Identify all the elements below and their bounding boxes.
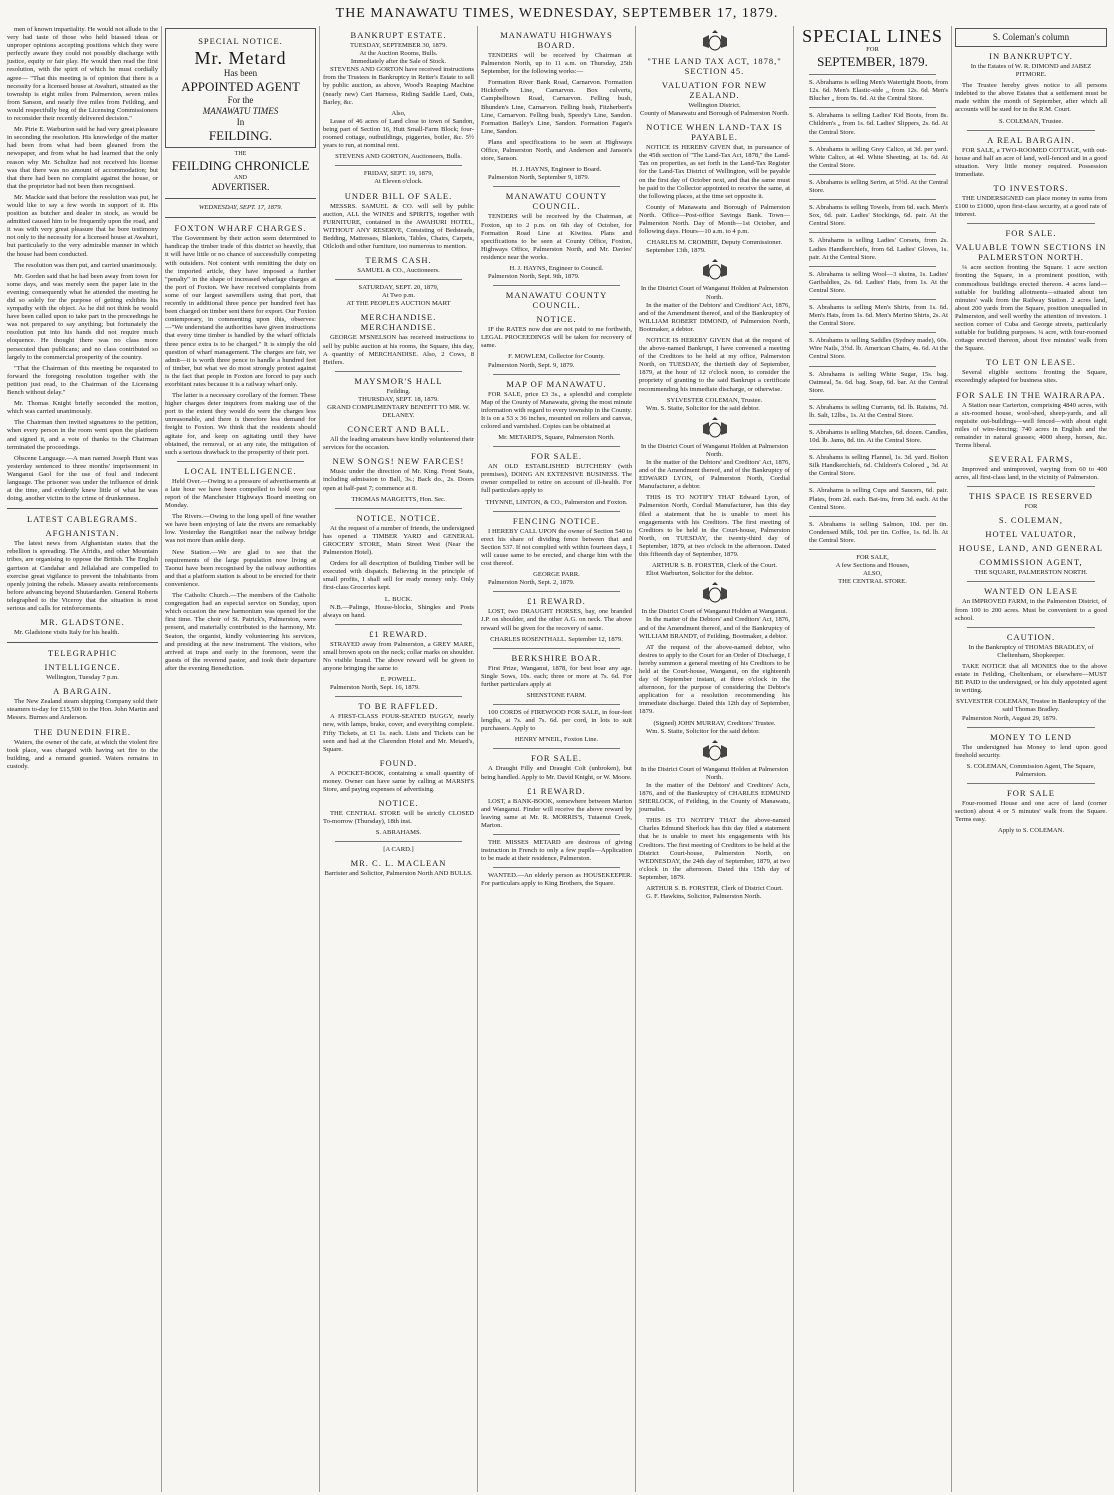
ad-text: FOR SALE, price £3 3s., a splendid and complete Map of the County of Manawatu, giving the most minute information with regard to every township in the County. It is on a 53 x 36 inches, mounted on rollers and canvas, colored and varnished. Copies can be obtained at	[481, 390, 632, 430]
ad-text: In the Estates of W. R. DIMOND and JABEZ PITMORE.	[970, 63, 1092, 79]
ad-signature: CHARLES ROSENTHALL. September 12, 1879.	[490, 635, 623, 643]
town-name: FEILDING.	[208, 128, 273, 143]
ad-text: Four-roomed House and one acre of land (corner section) about 4 or 5 minutes' walk from the Square. Terms easy.	[955, 799, 1107, 824]
store-ad-item: S. Abrahams is selling Cups and Saucers, 6d. pair. Plates, from 2d. each. Bat-ins, from 3d. each. At the Central Store.	[809, 487, 948, 511]
ad-text: LOST, a BANK-BOOK, somewhere between Marton and Wanganui. Finder will receive the above reward by leaving same at Mr. R. MORRIS'S, Tutaenui Creek, Marton.	[481, 797, 632, 829]
ad-text: A FIRST-CLASS FOUR-SEATED BUGGY, nearly new, with lamps, brake, cover, and everything complete. Fifty Tickets, at £1 1s. each. Lists and Tickets can be seen and had at the Clarendon Hotel and Mr. Metard's, Square.	[323, 713, 474, 753]
ad-text: I HEREBY CALL UPON the owner of Section 540 to erect his share of dividing fence between that and Section 537. If not complied with within fourteen days, I will cause same to be erected, and charge him with the cost thereof.	[481, 527, 632, 568]
subheading: THE DUNEDIN FIRE.	[33, 726, 132, 737]
divider	[809, 332, 936, 333]
divider	[809, 107, 936, 108]
ad-signature: H. J. HAYNS, Engineer to Board.	[511, 166, 602, 174]
ad-text: WANTED.—An elderly person as HOUSEKEEPER. For particulars apply to King Brothers, the Square.	[481, 872, 632, 888]
divider	[809, 549, 936, 550]
divider	[493, 867, 620, 868]
ad-text: MESSRS. SAMUEL & CO. will sell by public auction, ALL the WINES and SPIRITS, together with FURNITURE, contained in the AWAHURI HOTEL, WITHOUT ANY RESERVE, Consisting of Bedsteads, Bedding, Mattresses, Blankets, Tables, Chairs, Carpets, Oilcloth and other furniture, too numerous to mention.	[323, 202, 474, 250]
divider	[165, 217, 316, 218]
store-ad-item: S. Abrahams is selling Currants, 6d. lb. Raisins, 7d. lb. Salt, 12lbs., 1s. At the Central Store.	[809, 403, 948, 419]
store-ad-item: S. Abrahams is selling Salmon, 10d. per tin. Condensed Milk, 10d. per tin. Coffee, 1s. 6d. lb. At the Central Store.	[809, 520, 948, 544]
store-ad-item: S. Abrahams is selling Matches, 6d. dozen. Candles, 10d. lb. Jams, 8d. tin. At the Central Store.	[809, 429, 948, 445]
ad-text: GEORGE M'SNELSON has received instructions to sell by public auction at his rooms, the Square, this day, A quantity of MERCHANDISE. Also, 2 Cows, 8 Heifers.	[323, 334, 474, 366]
ad-line: ALSO,	[863, 570, 882, 578]
ad-line: GRAND COMPLIMENTARY BENEFIT TO MR. W. DELANEY.	[327, 404, 470, 420]
dateline: Wellington, Tuesday 7 p.m.	[46, 674, 119, 682]
ad-signature: Mr. METARD'S, Square, Palmerston North.	[498, 434, 615, 442]
royal-crest-icon	[698, 30, 732, 52]
column-2	[162, 26, 320, 1492]
notice-line: Has been	[223, 68, 258, 78]
divider	[493, 748, 620, 749]
divider	[809, 424, 936, 425]
divider	[7, 642, 158, 643]
divider	[809, 266, 936, 267]
ad-line: In the District Court of Wanganui Holden at Wanganui.	[641, 608, 788, 616]
ad-heading: £1 REWARD.	[527, 596, 586, 607]
ad-line: Wellington District.	[688, 102, 741, 109]
divider	[809, 174, 936, 175]
ad-signature: F. MOWLEM, Collector for County.	[508, 353, 605, 361]
ad-line: At Eleven o'clock.	[374, 178, 423, 186]
ad-text: In the matter of the Debtors' and Creditors' Act, 1876, and of the Amendment thereof, and of the Bankruptcy of WILLIAM BRANDT, of Feilding, Bootmaker, a debtor.	[639, 616, 790, 640]
ad-heading: TO LET ON LEASE.	[986, 357, 1076, 368]
ad-text: TENDERS will be received by Chairman at Palmerston North, up to 11 a.m. on Thursday, 25th September, for the following works:—	[481, 52, 632, 76]
ad-line: THE CENTRAL STORE.	[838, 578, 907, 586]
ad-signature: L. BUCK.	[384, 595, 413, 603]
divider	[809, 74, 936, 75]
divider	[335, 371, 462, 372]
column-5	[636, 26, 794, 1492]
ad-text: THE MISSES METARD are desirous of giving instruction in French to only a few pupils—Application to be made at their residence, Palmerston.	[481, 839, 632, 863]
ad-text: Music under the direction of Mr. King. Front Seats, including admission to Ball, 3s.; Back do., 2s. Doors open at half-past 7; commence at 8.	[323, 468, 474, 492]
ad-text: G. F. Hawkins, Solicitor, Palmerston North.	[646, 893, 762, 901]
ad-text: 100 CORDS of FIREWOOD FOR SALE, in four-feet lengths, at 7s. and 7s. 6d. per cord, in lots to suit purchasers. Apply to	[481, 709, 632, 733]
ad-text: In the matter of the Debtors' and Creditors' Act, 1876, and of the Amendment thereof, and of the Bankruptcy of WILLIAM ROBERT DIMOND, of Palmerston North, Bootmaker, a debtor.	[639, 301, 790, 333]
ad-line: At the Auction Rooms, Bulls.	[359, 50, 438, 58]
ad-text: THIS IS TO NOTIFY THAT Edward Lyon, of Palmerston North, Cordial Manufacturer, has this day filed a statement that he is unable to meet his engagements with his Creditors. The first meeting of Creditors to be held in the Court-house, Palmerston North, on TUESDAY, the twenty-third day of September, 1879, at two o'clock in the afternoon. Dated this fifteenth day of September, 1879.	[639, 494, 790, 559]
ad-line: In the District Court of Wanganui Holden at Palmerston North.	[640, 442, 789, 458]
ad-text: A Draught Filly and Draught Colt (unbroken), but being handled. Apply to Mr. David Knight, or W. Moore.	[481, 765, 632, 781]
column-1	[4, 26, 162, 1492]
special-notice-box	[165, 28, 316, 148]
ad-text: All the leading amateurs have kindly volunteered their services for the occasion.	[323, 436, 474, 452]
store-ad-item: S. Abrahams is selling Saddles (Sydney made), 60s. Wire Nails, 3½d. lb. American Chairs, 4s. 6d. At the Central Store.	[809, 337, 948, 361]
ad-text: Wm. S. Staite, Solicitor for the said debtor.	[646, 727, 760, 735]
ad-text: In the matter of the Debtors' and Creditors' Act, 1876, and of the Amendment thereof, and of the Bankruptcy of EDWARD LYON, of Palmerston North, Cordial Manufacturer, a debtor.	[639, 459, 790, 491]
ad-heading: MONEY TO LEND	[990, 731, 1072, 742]
ad-heading: NOTICE WHEN LAND-TAX IS PAYABLE.	[646, 122, 783, 143]
ad-line: SATURDAY, SEPT. 20, 1879,	[358, 284, 439, 292]
ad-line: TUESDAY, SEPTEMBER 30, 1879.	[349, 42, 448, 49]
store-ad-item: S. Abrahams is selling Ladies' Kid Boots, from 8s. Children's „ from 1s. 6d. Ladies' Slippers, 2s. 6d. At the Central Store.	[809, 112, 948, 136]
ad-text: Eliot Warburton, Solicitor for the debtor.	[646, 570, 754, 578]
ad-text: AN OLD ESTABLISHED BUTCHERY (with premises), DOING AN EXTENSIVE BUSINESS. The owner compelled to retire on account of ill-health. For full particulars apply to	[481, 463, 632, 495]
agent-name: Mr. Metard	[194, 48, 287, 68]
divider	[493, 834, 620, 835]
notice-line: For the	[227, 95, 254, 105]
ad-text: STEVENS AND GORTON have received instructions from the Trustees in Bankruptcy in Retter's Estate to sell by public auction, as above, Wood's Reaping Machine (nearly new) Cart Harness, Riding Saddle Lard, Oats, Barley, &c.	[323, 66, 474, 106]
ad-heading: BERKSHIRE BOAR.	[511, 652, 602, 663]
ad-heading: MAYSMOR'S HALL	[354, 375, 443, 386]
divider	[967, 486, 1095, 487]
ad-line: At Two p.m.	[381, 292, 416, 300]
article-text: The latter is a necessary corollary of the former. These higher charges deter inquirers from making use of the port to the extent they would do were the charges less unreasonable, and there is therefore less demand for freight to Foxton. We think that the residents should agitate for, and keep on agitating until they have obtained, the removal, or at any rate, the mitigation of such a serious drawback to the prosperity of their port.	[165, 392, 316, 456]
section-heading: LOCAL INTELLIGENCE.	[184, 465, 297, 476]
store-ad-item: S. Abrahams is selling Wool—3 skeins, 1s. Ladies' Garibaldies, 2s. 6d. Ladies' Hats, from 1s. At the Central Store.	[809, 270, 948, 294]
article-text: The New Zealand steam shipping Company sold their steamers to-day for £15,500 to the Hon. John Martin and Messrs. Burnes and Anderson.	[7, 698, 158, 722]
ad-signature: SYLVESTER COLEMAN, Trustee.	[666, 396, 763, 404]
royal-crest-icon	[698, 740, 732, 762]
divider	[967, 223, 1095, 224]
ad-text: Palmerston North, Sept. 9, 1879.	[488, 361, 575, 369]
article-text: Mr. Mackie said that before the resolution was put, he would like to say a few words in support of it. His position as butcher and dealer in stock, as would be admitted caused him to be frequently upon the road, and it was with very great pleasure that he bore testimony not only to the necessity for a licensed house at Awahuri, but particularly to the very admirable manner in which the house had been conducted.	[7, 193, 158, 258]
divider	[335, 624, 462, 625]
divider	[967, 581, 1095, 582]
ad-heading: FOR SALE	[1007, 787, 1055, 798]
special-lines-title: SPECIAL LINES	[802, 26, 943, 46]
subheading: INTELLIGENCE.	[44, 662, 121, 673]
ad-heading: HOUSE, LAND, AND GENERAL	[958, 543, 1104, 554]
article-text: men of known impartiality. He would not allude to the very bad taste of those who held biassed ideas or unproper opinions accepting positions which they were perfectly aware they could not possibly discharge with justice, equity or fair play. He would then read the first resolution, with the spirit of which he must cordially agree— "That this meeting is of opinion that there is a necessity for a licensed house at Awahuri, situated as the township is eight miles from Palmerston, seven miles from Sanson, and nearly five miles from Feilding, and would respectfully beg of the Licensing Commissioners to reconsider their recently delivered decision."	[7, 26, 158, 123]
ad-text: THE UNDERSIGNED can place money in sums from £100 to £1000, upon first-class security, at a good rate of interest.	[955, 195, 1107, 219]
ad-line: FOR	[866, 46, 879, 53]
ad-heading: "THE LAND TAX ACT, 1878," SECTION 45.	[647, 56, 782, 76]
ad-signature: S. COLEMAN, Commission Agent, The Square, Palmerston.	[966, 762, 1096, 778]
ad-heading: NOTICE.	[378, 798, 419, 809]
subheading: MR. GLADSTONE.	[40, 617, 125, 628]
ad-text: First Prize, Wanganui, 1878, for best boar any age. Single Sows, 10s. each; three or more at 7s. 6d. For further particulars apply at	[481, 664, 632, 688]
divider	[493, 446, 620, 447]
subheading: A BARGAIN.	[53, 686, 112, 697]
ad-signature: THOMAS MARGETTS, Hon. Sec.	[351, 495, 446, 503]
store-ad-item: S. Abrahams is selling Serim, at 5½d. At the Central Store.	[809, 178, 948, 195]
ad-heading: FOR SALE.	[530, 451, 583, 462]
chronicle-title: FEILDING CHRONICLE	[171, 158, 310, 174]
ad-line: A few Sections and Houses,	[835, 562, 910, 570]
divider	[809, 482, 936, 483]
masthead: THE MANAWATU TIMES, WEDNESDAY, SEPTEMBER 17, 1879.	[335, 6, 779, 21]
ad-heading: VALUABLE TOWN SECTIONS IN PALMERSTON NORTH.	[955, 242, 1107, 263]
divider	[493, 285, 620, 286]
ad-heading: FOR SALE IN THE WAIRARAPA.	[956, 389, 1106, 400]
ad-line: Also,	[391, 109, 406, 117]
divider	[493, 591, 620, 592]
divider	[335, 696, 462, 697]
ad-text: FOR SALE, a TWO-ROOMED COTTAGE, with out-house and half an acre of land, well-fenced and in a good situation. Very little money required. Possession immediate.	[955, 146, 1107, 178]
ad-text: TENDERS will be received by the Chairman, at Foxton, up to 2 p.m. on 6th day of October, for Formation Road Line at Kiwitea. Plans and specifications to be seen at County Office, Foxton, Highways Office, Palmerston North, and Mr. Davies' residence near the works.	[481, 213, 632, 261]
divider	[809, 199, 936, 200]
divider	[967, 627, 1095, 628]
ad-heading: VALUATION FOR NEW ZEALAND.	[661, 80, 768, 100]
store-ad-item: S. Abrahams is selling Ladies' Corsets, from 2s. Ladies Handkerchiefs, from 6d. Ladies' Gloves, 1s. pair. At the Central Store.	[809, 237, 948, 261]
ad-text: Improved and unimproved, varying from 60 to 400 acres, all first-class land, in the vicinity of Palmerston.	[955, 466, 1107, 482]
ad-signature: ARTHUR S. B. FORSTER, Clerk of the Court.	[651, 562, 778, 570]
notice-title: SPECIAL NOTICE.	[198, 36, 283, 46]
divider	[967, 783, 1095, 784]
ad-heading: NOTICE. NOTICE.	[356, 512, 441, 523]
the-label: THE	[234, 151, 247, 157]
article-text: New Station.—We are glad to see that the requirements of the large population now living at Taonui have been recognised by the railway authorities and that a platform station is about to be erected for their convenience.	[165, 548, 316, 588]
ad-heading: TO BE RAFFLED.	[358, 701, 439, 712]
divider	[809, 232, 936, 233]
ad-signature: SHENSTONE FARM.	[526, 691, 587, 699]
notice-line: In	[236, 117, 245, 127]
ad-signature: SYLVESTER COLEMAN, Trustee in Bankruptcy of the said Thomas Bradley.	[956, 698, 1106, 714]
ad-signature: THYNNE, LINTON, & CO., Palmerston and Foxton.	[485, 498, 628, 506]
ad-text: Several eligible sections fronting the Square, exceedingly adapted for business sites.	[955, 369, 1107, 385]
divider	[809, 299, 936, 300]
ad-heading: TERMS CASH.	[365, 255, 432, 266]
ad-line: FOR	[1024, 503, 1038, 511]
column-title: S. Coleman's column	[955, 28, 1107, 47]
store-ad-item: S. Abrahams is selling Grey Calico, at 3d. per yard. White Calico, at 4d. White Sheeting, at 1s. 6d. At the Central Store.	[809, 145, 948, 169]
ad-signature: H. J. HAYNS, Engineer to Council.	[509, 264, 604, 272]
divider	[967, 130, 1095, 131]
notice-line: APPOINTED AGENT	[181, 79, 300, 94]
ad-heading: NOTICE.	[536, 314, 577, 325]
ad-heading: SEVERAL FARMS,	[988, 454, 1074, 465]
ad-text: Palmerston North, Sept. 16, 1879.	[330, 684, 420, 692]
divider	[165, 198, 316, 199]
article-text: Mr. Gorden said that he had been away from town for some days, and was merely seen the paper late in the evening; consequently what he attended the meeting he did so solely for the purpose of getting exhibits his sympathy with the object. As he did not think he would have been called upon to take part in the proceedings he was not prepared to say anything; but fortunately the resolution put into his hands did not require much eloquence. He thought there was no class more persecuted than publicans; and no class contributed so largely to the commercial prosperity of the country.	[7, 272, 158, 361]
ad-heading: FENCING NOTICE.	[512, 515, 601, 526]
divider	[809, 366, 936, 367]
column-4	[478, 26, 636, 1492]
ad-line: FOR SALE,	[856, 554, 889, 562]
ad-heading: HOTEL VALUATOR,	[985, 529, 1077, 540]
ad-heading: FOUND.	[379, 757, 418, 768]
ad-line: [A CARD.]	[383, 846, 414, 854]
ad-text: Palmerston North, September 9, 1879.	[488, 174, 590, 182]
ad-text: In the matter of the Debtors' and Creditors' Acts, 1876, and of the Bankruptcy of CHARLES EDMUND SHERLOCK, of Feilding, in the County of Manawatu, journalist.	[639, 781, 790, 814]
ad-heading: A REAL BARGAIN.	[987, 134, 1075, 145]
ad-text: Wm. S. Staite, Solicitor for the said debtor.	[646, 404, 760, 412]
ad-signature: S. COLEMAN, Trustee.	[999, 117, 1063, 125]
divider	[335, 165, 462, 166]
article-text: The Chairman then invited signatures to the petition, when every person in the room went upon the platform and signed it, and a vote of thanks to the Chairman terminated the proceedings.	[7, 419, 158, 451]
ad-text: Plans and specifications to be seen at Highways Office, Palmerston North, and Anderson and Janson's store, Sanson.	[481, 138, 632, 163]
divider	[335, 279, 462, 280]
store-ad-item: S. Abrahams is selling Towels, from 6d. each. Men's Sox, 6d. pair. Ladies' Stockings, 6d. pair. At the Central Store.	[809, 204, 948, 228]
article-text: Waters, the owner of the cafe, at which the violent fire took place, was charged with having set fire to the building, and a remand granted. Waters remains in custody.	[7, 738, 158, 770]
ad-heading: TO INVESTORS.	[993, 183, 1069, 194]
ad-heading: NEW SONGS! NEW FARCES!	[332, 456, 465, 467]
ad-text: NOTICE IS HEREBY GIVEN that, in pursuance of the 45th section of "The Land-Tax Act, 1878," the Land-Tax on properties, as set forth in the Land-Tax Register for the Land-Tax District of Wellington, will be payable on the first day of October next, and that the same must be paid to the Collector appointed to receive the same, at the following places, at the time set opposite it.	[639, 144, 790, 200]
divider	[493, 648, 620, 649]
ad-text: N.B.—Palings, House-blocks, Shingles and Posts always on hand.	[323, 603, 474, 619]
ad-text: September 13th, 1879.	[646, 247, 706, 255]
article-text: The resolution was then put, and carried unanimously.	[14, 261, 157, 269]
ad-text: THIS IS TO NOTIFY THAT the above-named Charles Edmund Sherlock has this day filed a statement that he is unable to meet his engagements with his Creditors. The first meeting of Creditors to be held at the District Court-house, Palmerston North, on WEDNESDAY, the 24th day of September, 1879, at two o'clock in the afternoon. Dated this 15th day of September, 1879.	[639, 817, 790, 881]
special-lines-date: SEPTEMBER, 1879.	[817, 54, 928, 70]
article-text: "That the Chairman of this meeting be requested to forward the foregoing resolution together with the petition just read, to the Chairman of the Licensing Bench without delay."	[7, 364, 158, 397]
ad-heading: MR. C. L. MACLEAN	[350, 858, 447, 869]
ad-signature: STEVENS AND GORTON, Auctioneers, Bulls.	[335, 153, 462, 161]
divider	[809, 399, 936, 400]
ad-signature: HENRY M'NEIL, Foxton Line.	[514, 736, 599, 744]
royal-crest-icon	[698, 582, 732, 604]
editorial-heading: FOXTON WHARF CHARGES.	[174, 223, 307, 234]
section-heading: TELEGRAPHIC	[47, 648, 118, 659]
royal-crest-icon	[698, 417, 732, 439]
ad-text: LOST, two DRAUGHT HORSES, bay, one branded J.P. on shoulder, and the other A.G. on neck. The above reward will be given for the recovery of same.	[481, 608, 632, 632]
ad-heading: MANAWATU COUNTY COUNCIL.	[505, 191, 608, 212]
ad-signature: S. ABRAHAMS.	[375, 829, 422, 837]
ad-text: AT the request of the above-named debtor, who desires to apply to the Court for an Order of Discharge, I hereby summon a general meeting of his Creditors to be held at the Court-house, Wanganui, on the eighteenth day of September instant, at three o'clock in the afternoon, for the purpose of considering the Debtor's application for a resolution recommending his immediate discharge. Dated this 12th day of September, 1879.	[639, 643, 790, 716]
store-ad-item: S. Abrahams is selling Men's Watertight Boots, from 12s. 6d. Men's Elastic-side „ from 12s. 6d. Men's Blucher „ from 9s. 6d. At the Central Store.	[809, 79, 948, 103]
ad-signature: Apply to S. COLEMAN.	[997, 827, 1065, 835]
article-text: Mr. Thomas Knight briefly seconded the motion, which was carried unanimously.	[7, 400, 158, 416]
ad-signature: (Signed) JOHN MURRAY, Creditors' Trustee.	[653, 719, 776, 727]
ad-line: THURSDAY, SEPT. 18, 1879.	[358, 395, 439, 403]
article-text: The Catholic Church.—The members of the Catholic congregation had an especial service on Sunday, upon which occasion the new harmonium was opened for the first time. The choir of St. Patrick's, Palmerston, were present, and materially contributed to the harmony, Mr. Seaton, the organist, kindly volunteering his services, and presiding at the new instrument. The visitors, who arrived at traps and early in the forenoon, were the guests of the reverend pastor, and took their departure after the evening Benediction.	[165, 592, 316, 672]
and-label: AND	[234, 175, 247, 182]
ad-line: Immediately after the Sale of Stock.	[350, 58, 447, 66]
ad-text: ¼ acre section fronting the Square. 1 acre section fronting the Square, in a prominent position, with commodious buildings erected thereon. 4 acres land—suitable for building allotments—situated about ten minutes' walk from the Railway Station. 2 acres land, about 200 yards from the Square, position unequalled in Palmerston, and well worthy the attention of investors. 1 section corner of Cuba and George streets, particularly suitable for building purposes. ¼ acre, with four-roomed cottage erected thereon, about five minutes' walk from the Square.	[955, 264, 1107, 353]
ad-heading: MAP OF MANAWATU.	[506, 378, 607, 389]
divider	[493, 186, 620, 187]
ad-heading: WANTED ON LEASE	[984, 586, 1078, 597]
ad-text: At the request of a number of friends, the undersigned has opened a TIMBER YARD and GENERAL GROCERY STORE, Main Street West (Near the Palmerston Hotel).	[323, 524, 474, 557]
ad-signature: E. POWELL.	[380, 676, 417, 684]
ad-signature: ARTHUR S. B. FORSTER, Clerk of District Court.	[646, 885, 783, 893]
divider	[335, 841, 462, 842]
advertiser-title: ADVERTISER.	[211, 182, 270, 193]
ad-text: Formation River Bank Road, Carnarvon. Formation Hickford's Line, Carnarvon. Box culverts, Campbelltown Road, Carnarvon. Felling bush, Bhunden's Line, Carnarvon. Felling bush, Fitzherbert's Line, Carnarvon. Felling bush, Speedy's Line, Sandon. Formation Bailey's Line, Sandon. Formation Fagan's Line, Sandon.	[481, 79, 632, 135]
section-heading: LATEST CABLEGRAMS.	[27, 514, 138, 525]
ad-text: STRAYED away from Palmerston, a GREY MARE, small brown spots on the neck; collar marks on shoulder. No visible brand. The above reward will be given to anyone bringing the same to	[323, 640, 474, 673]
ad-heading: £1 REWARD.	[527, 785, 586, 796]
ad-heading: BANKRUPT ESTATE.	[350, 30, 447, 40]
store-ad-item: S. Abrahams is selling White Sugar, 15s. bag. Oatmeal, 5s. 6d. bag. Soap, 6d. bar. At the Central Store.	[809, 370, 948, 394]
ad-line: FRIDAY, SEPT. 19, 1879,	[363, 170, 434, 178]
ad-heading: CONCERT AND BALL.	[347, 424, 450, 435]
divider	[809, 141, 936, 142]
ad-line: Feilding.	[386, 387, 411, 395]
subheading: AFGHANISTAN.	[45, 528, 120, 539]
ad-signature: SAMUEL & CO., Auctioneers.	[357, 267, 440, 275]
ad-text: An IMPROVED FARM, in the Palmerston District, of from 100 to 200 acres. Must be convenient to a good school.	[955, 598, 1107, 622]
ad-heading: FOR SALE.	[530, 753, 583, 764]
store-ad-item: S. Abrahams is selling Men's Shirts, from 1s. 6d. Men's Hats, from 1s. 6d. Men's Merino Shirts, 2s. At the Central Store.	[809, 303, 949, 328]
ad-text: The undersigned has Money to lend upon good freehold security.	[955, 743, 1107, 759]
ad-text: In the Bankruptcy of THOMAS BRADLEY, of Cheltenham, Shopkeeper.	[968, 643, 1094, 659]
ad-text: County of Manawatu and Borough of Palmerston North. Office—Post-office Savings Bank. Town—Palmerston North. Day of Month—1st October, and following days. Hours—10 a.m. to 4 p.m.	[639, 203, 790, 236]
ad-text: NOTICE IS HEREBY GIVEN that at the request of the above-named Bankrupt, I have convened a meeting of the Creditors to be held at my office, Palmerston North, on TUESDAY, the thirtieth day of September, 1879, at the hour of 12 o'clock noon, to consider the propriety of granting to the said Bankrupt a certificate recommending his immediate discharge, or otherwise.	[639, 336, 790, 393]
ad-line: Barrister and Solicitor, Palmerston North AND BULLS.	[324, 870, 473, 878]
ad-text: IF the RATES now due are not paid to me forthwith, LEGAL PROCEEDINGS will be taken for recovery of same.	[481, 326, 632, 350]
ad-line: In the District Court of Wanganui Holden at Palmerston North.	[640, 765, 789, 781]
ad-line: In the District Court of Wanganui Holden at Palmerston North.	[640, 285, 789, 301]
divider	[335, 508, 462, 509]
ad-heading: THIS SPACE IS RESERVED	[969, 491, 1093, 502]
divider	[809, 449, 936, 450]
ad-heading: MANAWATU COUNTY COUNCIL.	[505, 290, 608, 311]
ad-text: A Station near Carterton, comprising 4840 acres, with a six-roomed house, wool-shed, sheep-yards, and all requisite out-buildings—well fenced—with about eight miles of wire-fencing; 740 acres in English and the remainder in natural grasses; 4000 sheep, horses, &c. Terms liberal.	[955, 401, 1107, 449]
divider	[809, 516, 936, 517]
divider	[7, 508, 158, 509]
article-text: The Rivers.—Owing to the long spell of fine weather we have been enjoying of late the rivers are remarkably low. Yesterday the Rangitikei near the railway bridge was not more than ankle deep.	[165, 513, 316, 545]
ad-heading: MANAWATU HIGHWAYS BOARD.	[500, 30, 613, 50]
column-3	[320, 26, 478, 1492]
ad-text: THE CENTRAL STORE will be strictly CLOSED To-morrow (Thursday), 18th inst.	[323, 810, 474, 826]
ad-heading: £1 REWARD.	[369, 628, 428, 639]
ad-text: TAKE NOTICE that all MONIES due to the above estate in Feilding, Cheltenham, or elsewhere—MUST BE PAID to the undersigned, or his duly appointed agent in writing.	[955, 662, 1107, 695]
divider	[177, 461, 304, 462]
article-text: Mr. Gladstone visits Italy for his health.	[14, 629, 120, 637]
column-7	[952, 26, 1110, 1492]
ad-text: The Trustee hereby gives notice to all persons indebted to the above Estates that a settlement must be made within the month of September, after which all accounts will be sued for in the R.M. Court.	[955, 82, 1107, 114]
royal-crest-icon	[698, 259, 732, 281]
divider	[493, 511, 620, 512]
ad-signature: CHARLES M. CROMBIE, Deputy Commissioner.	[647, 239, 782, 247]
article-text: The Government by their action seem determined to handicap the timber trade of this district so heavily, that it will have little or no chance of successfully competing with outsiders. Not content with remitting the duty on the imported article, they have imposed a further "penalty" in the shape of increased wharfage charges at the port of Foxton. We have received complaints from some of our largest sawmillers using that port, that recently in additional three pence per hundred feet has been charged on timber sent there for export. Our Foxton contemporary, in commenting upon this, observes:—"We understand the authorities have given instructions that every time timber is handled by the wharf officials three pence extra is to be charged." It is simply the old question of wharf management. The charges are fair, we admit—it is worth three pence to handle a hundred feet of timber, but what we do most strongly protest against is the fact that people in Foxton are forced to pay such exorbitant rates because it is a railway wharf only.	[165, 235, 316, 388]
ad-heading: CAUTION.	[1006, 631, 1056, 642]
ad-heading: S. COLEMAN,	[998, 515, 1064, 526]
ad-heading: IN BANKRUPTCY.	[989, 51, 1073, 61]
ad-line: County of Manawatu and Borough of Palmerston North.	[639, 110, 790, 118]
ad-text: Palmerston North, August 29, 1879.	[962, 714, 1058, 722]
ad-text: Palmerston North, Sept. 9th, 1879.	[488, 273, 580, 281]
ad-text: A POCKET-BOOK, containing a small quantity of money. Owner can have same by calling at MARSH'S Store, and paying expenses of advertising.	[323, 769, 474, 793]
ad-heading: UNDER BILL OF SALE.	[344, 190, 453, 201]
article-text: The latest news from Afghanistan states that the rebellion is spreading. The Afridis, and other Mountain tribes, are organising to oppose the British. The English garrison at Candahar and Jellalabad are compelled to exercise great vigilance to prevent the inhabitants from openly joining the rebels. Massey awaits reinforcements before advancing beyond Shutardarden. General Roberts telegraphed to the Viceroy that the situation is most serious and calls for reinforcements.	[7, 540, 158, 612]
article-text: Mr. Pirie E. Warburton said he had very great pleasure in seconding the resolution. His knowledge of the matter had been from what had been gleaned from the newspaper, and from what he had learned that the only reason why Mr. Schultze had not received his license was that there was no amount of accommodation; but that there had been no complaint against the house, or that the proprietor had not been then recognised.	[7, 126, 158, 190]
ad-heading: FOR SALE.	[1005, 228, 1057, 239]
column-6	[794, 26, 952, 1492]
article-text: Held Over.—Owing to a pressure of advertisements at a late hour we have been compelled to hold over our report of the Manchester Highways Board meeting on Monday.	[165, 477, 316, 510]
divider	[967, 727, 1095, 728]
ad-text: Lease of 46 acres of Land close to town of Sandon, being part of Section 16, Hutt Small-Farm Block; four-roomed cottage, outbuildings, piggeries, boiler, &c. 5½ years to run, at nominal rent.	[323, 117, 474, 150]
ad-signature: GEORGE PARR.	[533, 571, 580, 579]
columns	[4, 26, 1110, 1492]
paper-name: MANAWATU TIMES	[202, 106, 279, 116]
divider	[493, 704, 620, 705]
ad-text: Orders for all description of Building Timber will be executed with dispatch. Believing in the principle of small profits, I shall sell for ready money only. Only first-class Groceries kept.	[323, 560, 474, 592]
ad-line: THE SQUARE, PALMERSTON NORTH.	[974, 569, 1088, 577]
ad-line: AT THE PEOPLE'S AUCTION MART	[346, 300, 451, 308]
issue-date: WEDNESDAY, SEPT. 17, 1879.	[198, 204, 283, 212]
ad-heading: COMMISSION AGENT,	[979, 557, 1083, 568]
store-ad-item: S. Abrahams is selling Flannel, 1s. 3d. yard. Bolton Silk Handkerchiefs, 6d. Children's Colored „ 3d. At the Central Store.	[809, 454, 948, 478]
article-text: Obscene Language.—A man named Joseph Hunt was yesterday sentenced to three months' imprisonment in Wanganui Gaol for the use of foul and indecent language. The prisoner was under the influence of drink at the time, and evidently knew little of what he was doing, another victim to the crime of drunkenness.	[7, 454, 158, 503]
ad-heading: MERCHANDISE. MERCHANDISE.	[360, 312, 437, 333]
ad-text: Palmerston North, Sept. 2, 1879.	[488, 579, 575, 587]
divider	[493, 374, 620, 375]
